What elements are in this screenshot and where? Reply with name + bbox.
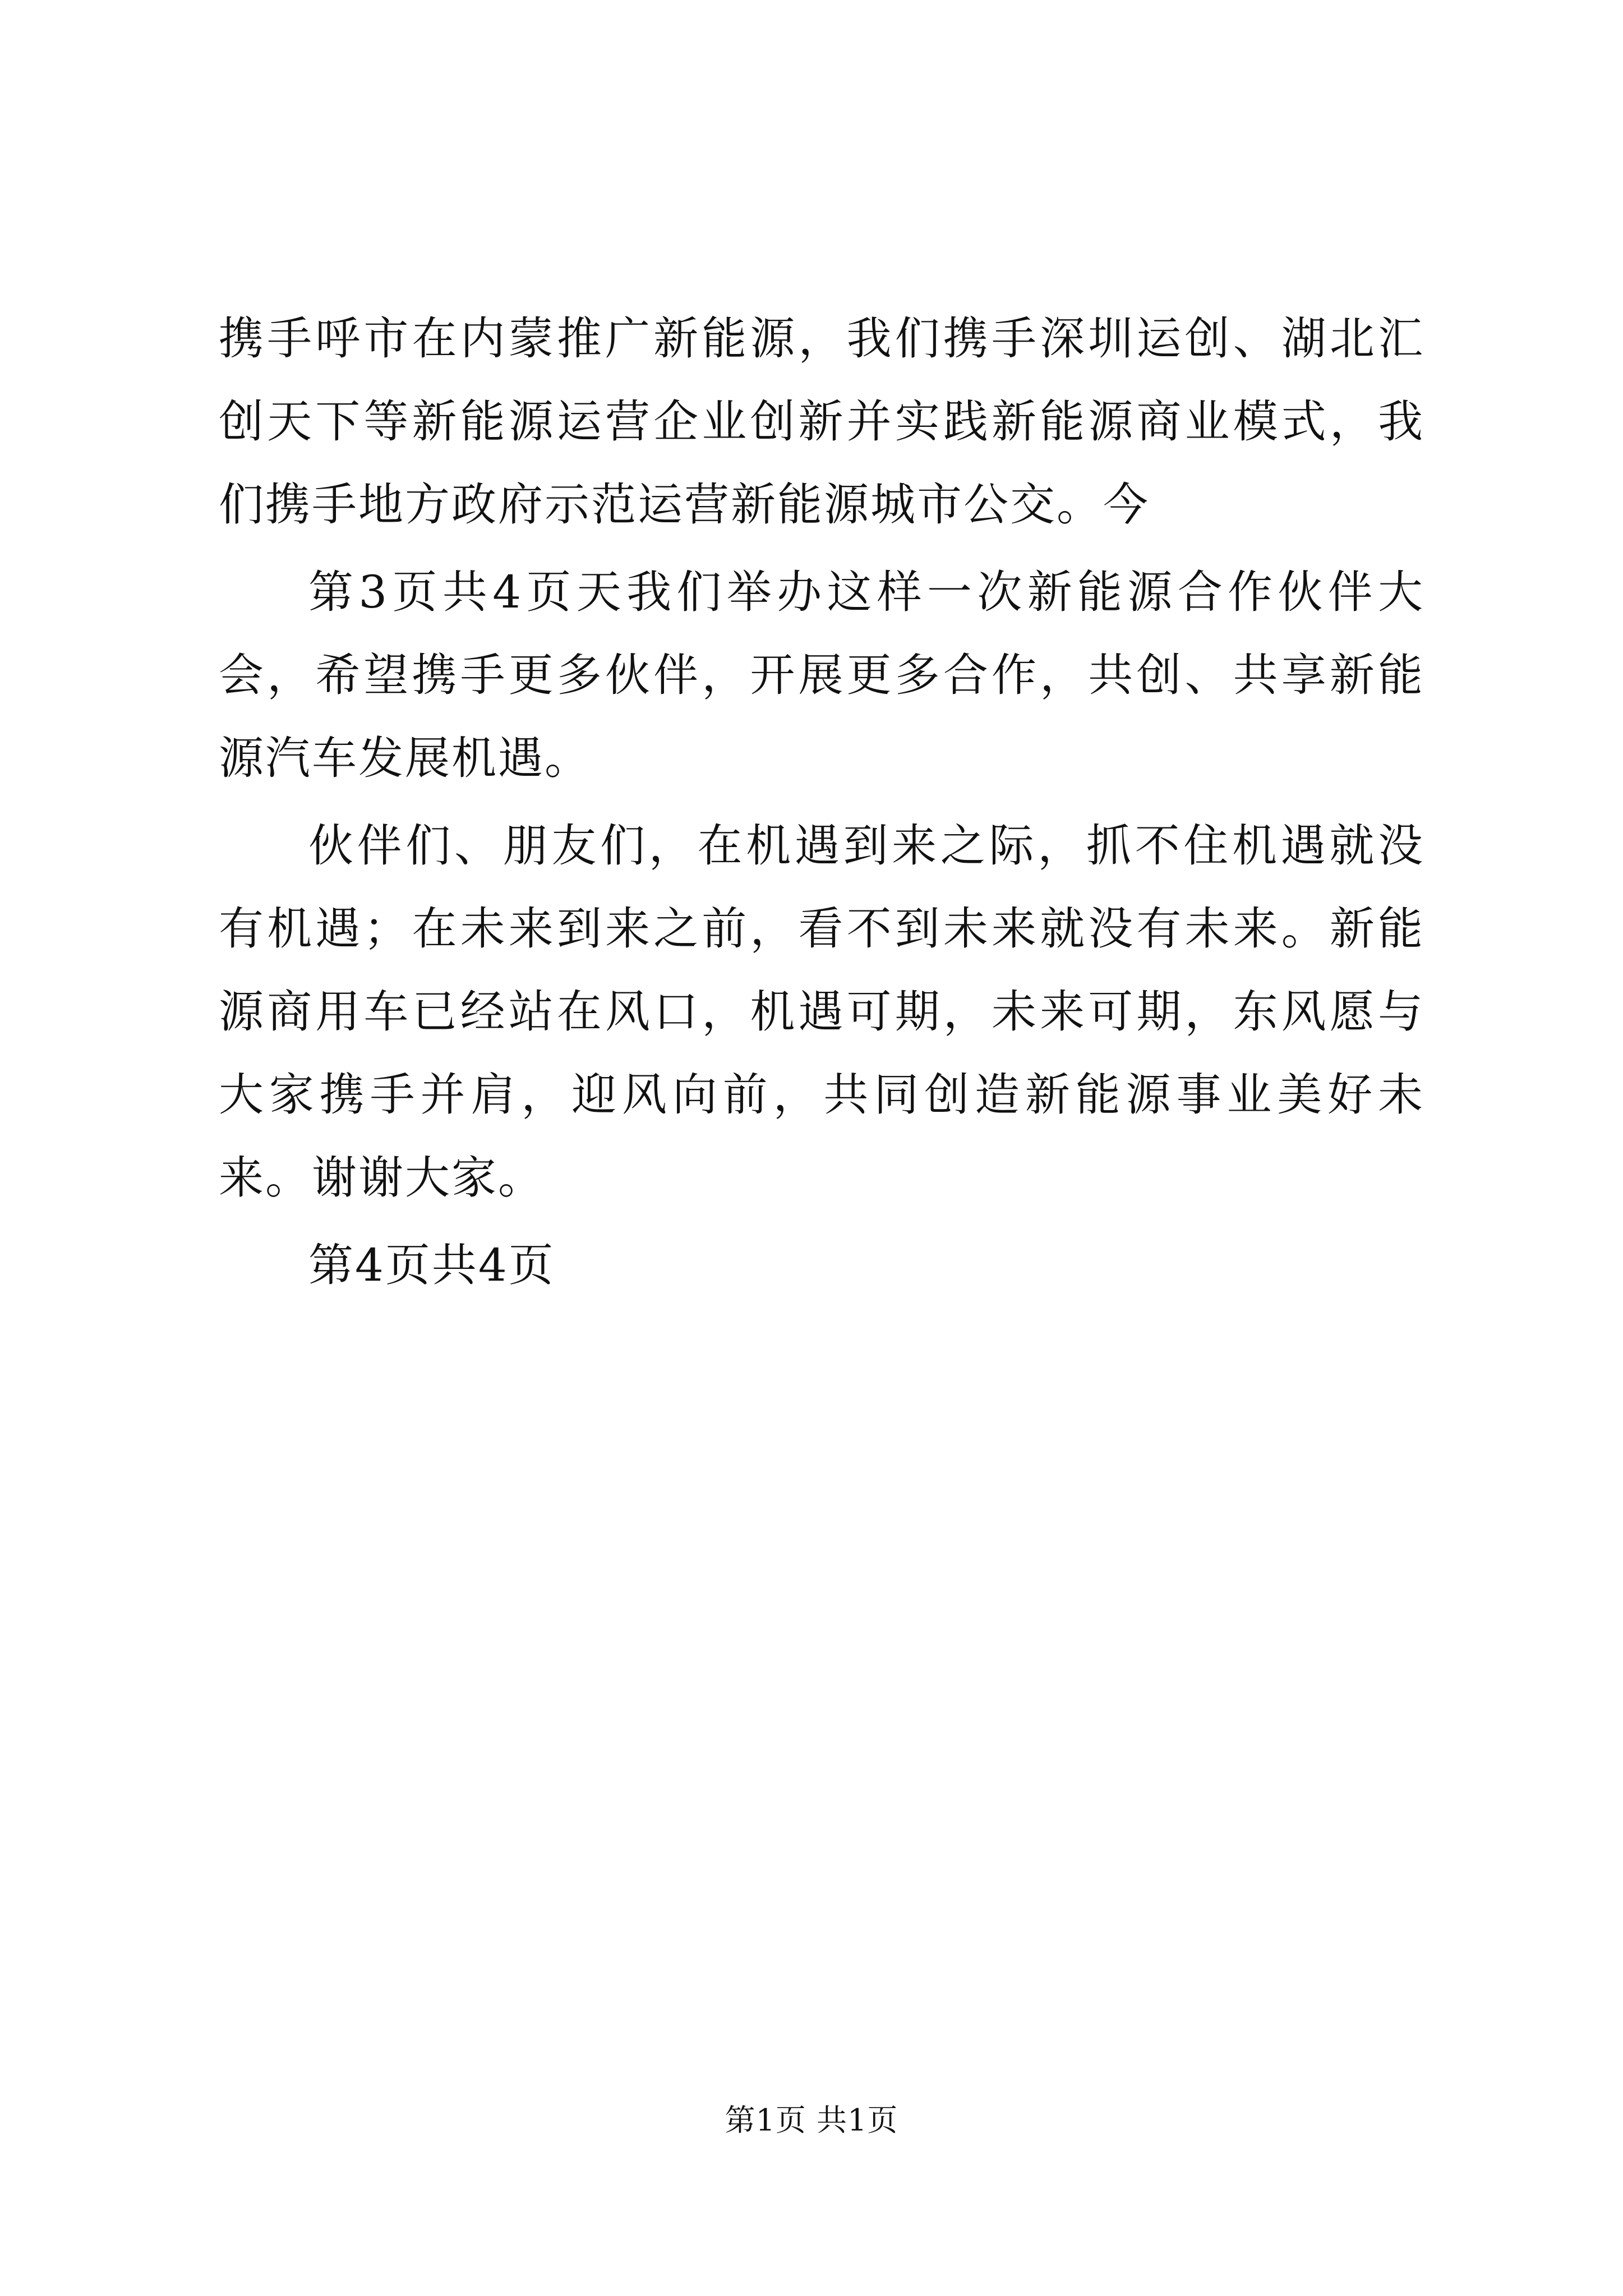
body-text <box>219 297 1424 1307</box>
paragraph-2: 第3页共4页天我们举办这样一次新能源合作伙伴大会，希望携手更多伙伴，开展更多合作，共创、共享新能源汽车发展机遇。 <box>219 566 1424 784</box>
paragraph-1: 携手呼市在内蒙推广新能源，我们携手深圳运创、湖北汇创天下等新能源运营企业创新并实践新能源商业模式，我们携手地方政府示范运营新能源城市公交。今 <box>219 312 1424 531</box>
page-footer: 第1页 共1页 <box>725 2102 898 2138</box>
inline-page-marker: 第4页共4页 <box>308 1239 555 1291</box>
paragraph-3: 伙伴们、朋友们，在机遇到来之际，抓不住机遇就没有机遇；在未来到来之前，看不到未来就没有未来。新能源商用车已经站在风口，机遇可期，未来可期，东风愿与大家携手并肩，迎风向前，共同创造新能源事业美好未来。谢谢大家。 <box>219 820 1424 1204</box>
